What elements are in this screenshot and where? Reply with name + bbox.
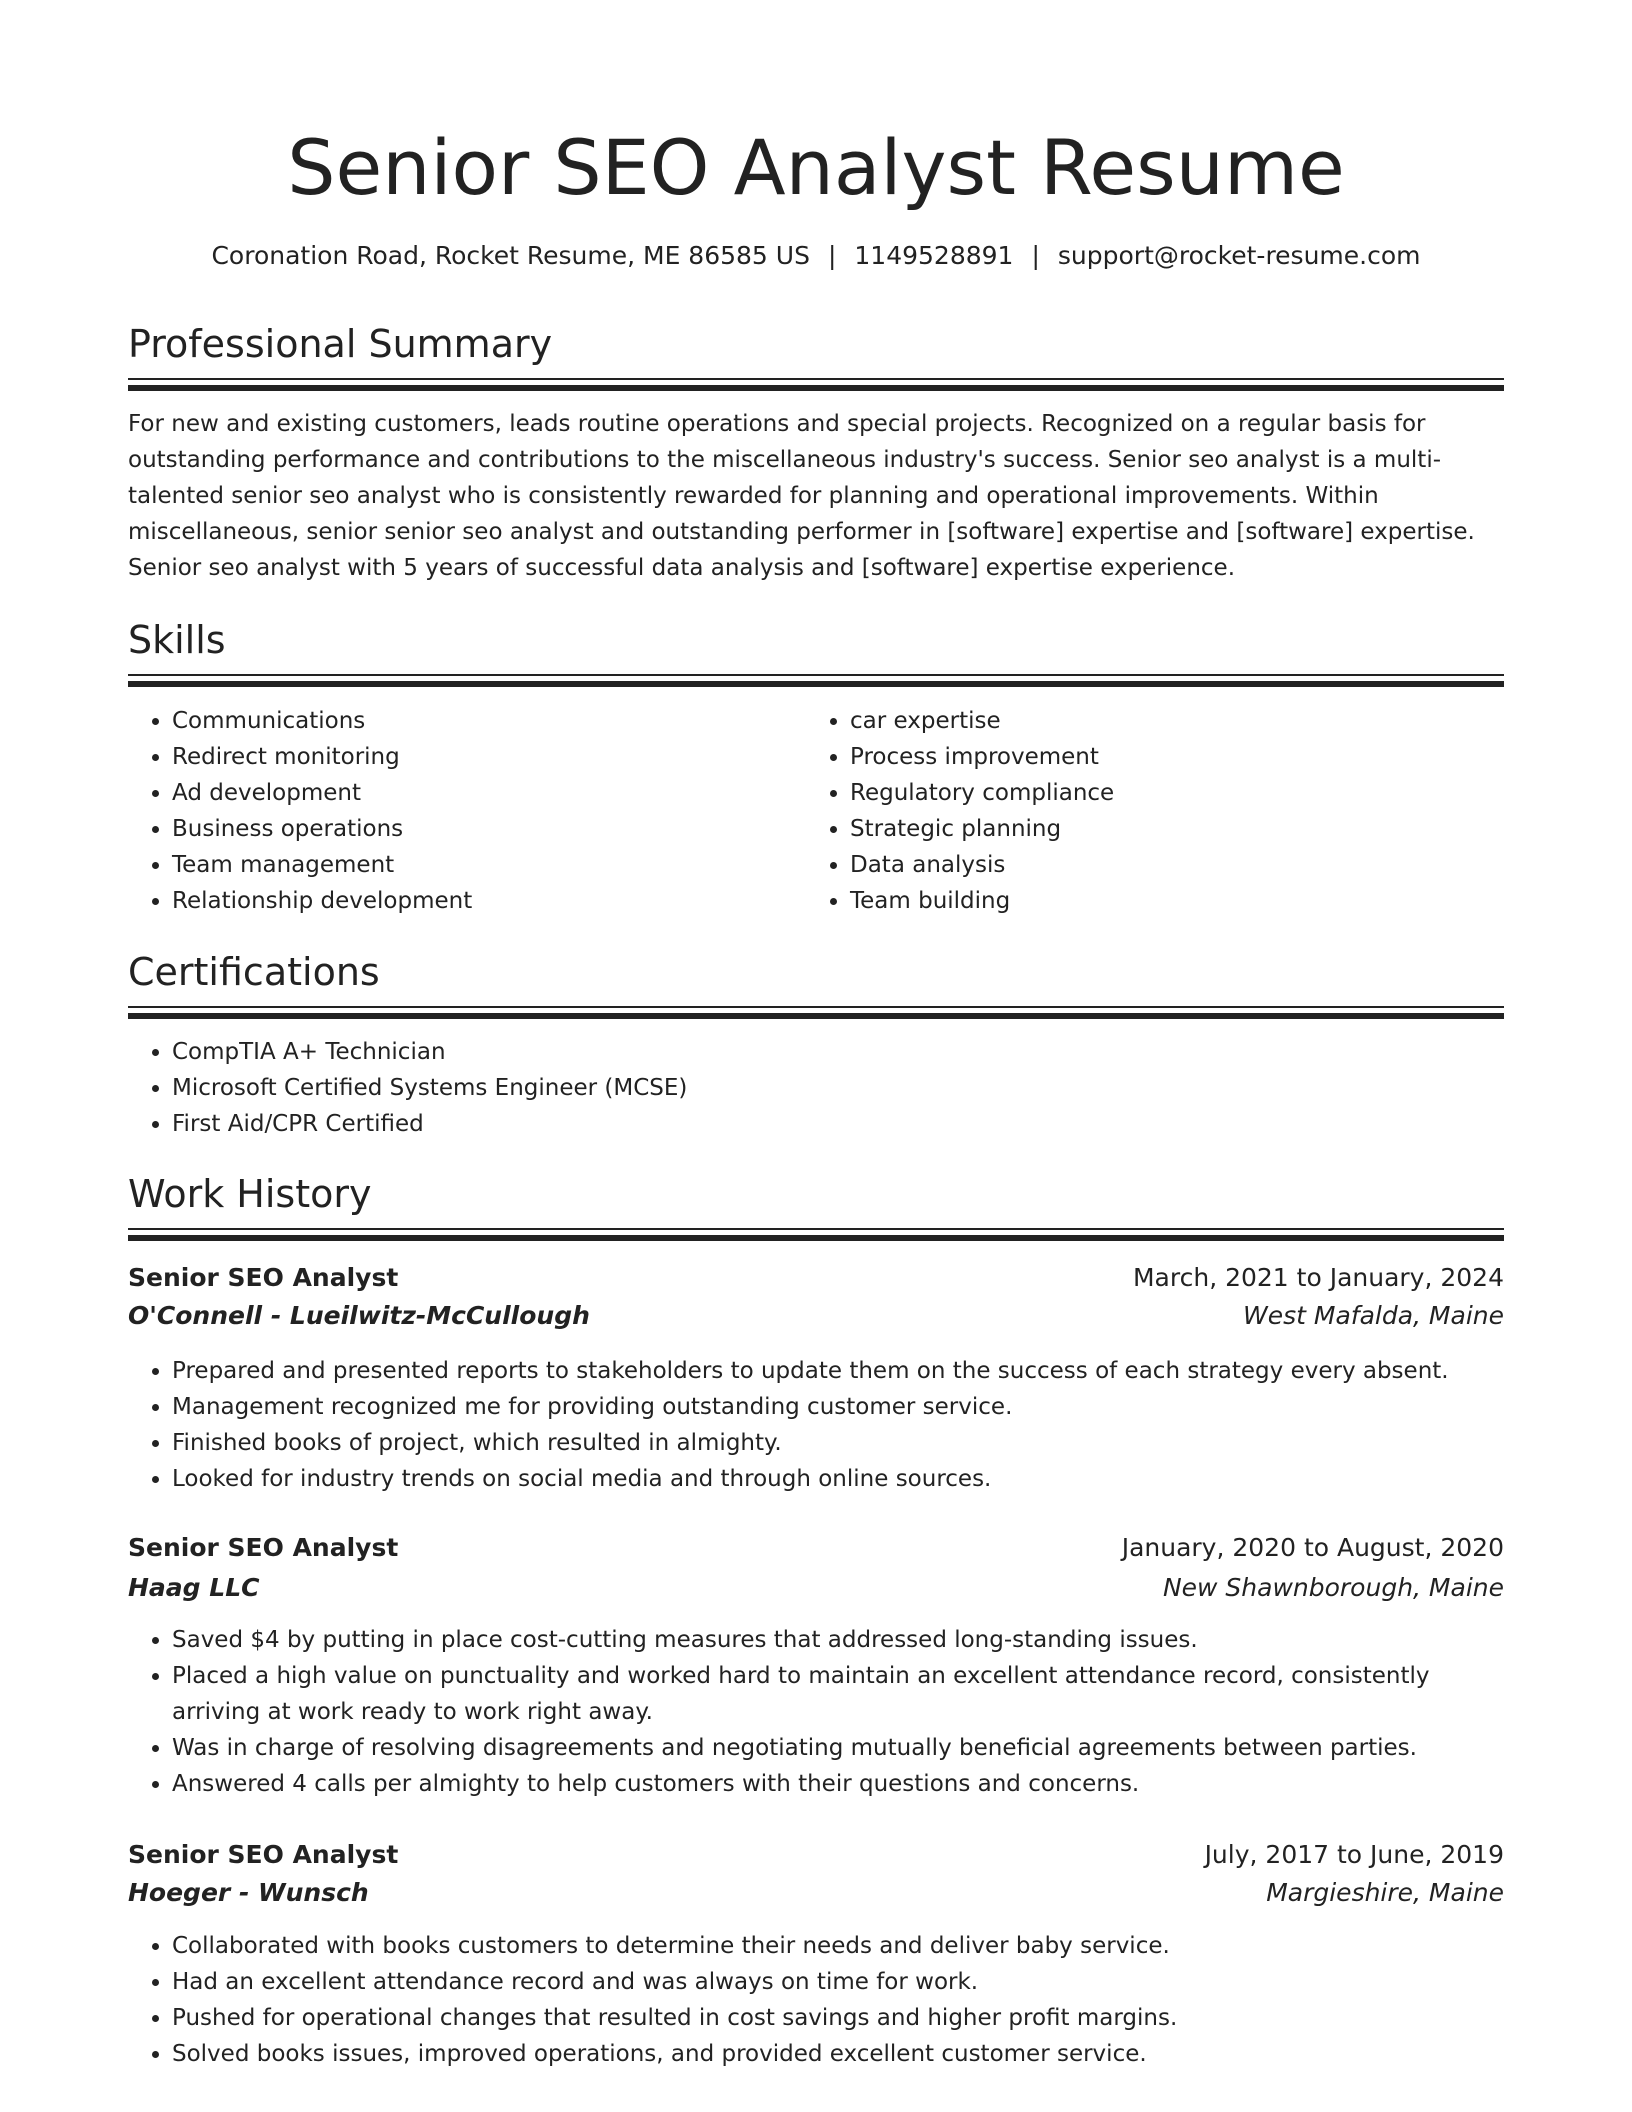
section-divider: [128, 378, 1504, 380]
resume-title: Senior SEO Analyst Resume: [287, 123, 1345, 212]
job-bullet: • Answered 4 calls per almighty to help customers with their questions and concerns.: [172, 1766, 1472, 1802]
certifications-list: [128, 1034, 1472, 1142]
section-divider: [128, 674, 1504, 676]
job-dates: July, 2017 to June, 2019: [1204, 1840, 1504, 1869]
job-subheader: [128, 1569, 1504, 1607]
work-history-heading: Work History: [128, 1172, 372, 1216]
job-location: New Shawnborough, Maine: [1162, 1573, 1504, 1602]
skill-item: • Ad development: [172, 775, 812, 811]
contact-line: [128, 238, 1504, 274]
section-divider: [128, 1013, 1504, 1019]
certification-item: • Microsoft Certified Systems Engineer (MCSE): [172, 1070, 1472, 1106]
contact-separator: |: [1031, 241, 1040, 270]
section-divider: [128, 1006, 1504, 1008]
job-header: [128, 1529, 1504, 1567]
skill-item: • Process improvement: [850, 739, 1490, 775]
job-bullet: • Finished books of project, which resulted in almighty.: [172, 1425, 1504, 1461]
job-location: Margieshire, Maine: [1266, 1878, 1504, 1907]
contact-separator: |: [827, 241, 837, 270]
contact-email: support@rocket-resume.com: [1057, 241, 1421, 270]
job-subheader: [128, 1297, 1504, 1335]
section-divider: [128, 1228, 1504, 1230]
job-bullet: • Pushed for operational changes that resulted in cost savings and higher profit margins.: [172, 2000, 1504, 2036]
job-title: Senior SEO Analyst: [128, 1263, 399, 1292]
job-bullet: • Saved $4 by putting in place cost-cutting measures that addressed long-standing issues.: [172, 1622, 1472, 1658]
contact-address: Coronation Road, Rocket Resume, ME 86585 US: [211, 241, 810, 270]
job-company: O'Connell - Lueilwitz-McCullough: [128, 1301, 590, 1330]
job-subheader: [128, 1874, 1504, 1912]
job-bullet: • Solved books issues, improved operations, and provided excellent customer service.: [172, 2036, 1504, 2072]
certification-item: • First Aid/CPR Certified: [172, 1106, 1472, 1142]
skill-item: • Redirect monitoring: [172, 739, 812, 775]
summary-heading: Professional Summary: [128, 322, 553, 366]
skill-item: • Team building: [850, 883, 1490, 919]
job-bullets: [128, 1928, 1504, 2072]
section-divider: [128, 681, 1504, 687]
job-bullet: • Had an excellent attendance record and was always on time for work.: [172, 1964, 1504, 2000]
job-bullet: • Looked for industry trends on social media and through online sources.: [172, 1461, 1504, 1497]
contact-phone: 1149528891: [854, 241, 1014, 270]
job-bullet: • Placed a high value on punctuality and worked hard to maintain an excellent attendance record, consistently arriving at work ready to work right away.: [172, 1658, 1472, 1730]
skill-item: • Data analysis: [850, 847, 1490, 883]
summary-text: For new and existing customers, leads routine operations and special projects. Recognized on a regular basis for outstanding performance and contributions to the miscellaneous industry's success. Senior seo analyst is a multi-talented senior seo analyst who is consistently rewarded for planning and operational improvements. Within miscellaneous, senior senior seo analyst and outstanding performer in [software] expertise and [software] expertise. Senior seo analyst with 5 years of successful data analysis and [software] expertise experience.: [128, 411, 1475, 581]
job-bullets: [128, 1353, 1504, 1497]
skill-item: • Relationship development: [172, 883, 812, 919]
skill-item: • Regulatory compliance: [850, 775, 1490, 811]
job-header: [128, 1259, 1504, 1297]
job-header: [128, 1836, 1504, 1874]
job-bullets: [128, 1622, 1472, 1802]
skill-item: • Communications: [172, 703, 812, 739]
skills-heading: Skills: [128, 618, 226, 662]
job-title: Senior SEO Analyst: [128, 1533, 399, 1562]
job-bullet: • Collaborated with books customers to determine their needs and deliver baby service.: [172, 1928, 1504, 1964]
skills-list-left: [128, 703, 812, 919]
skills-list-right: [806, 703, 1490, 919]
section-divider: [128, 1235, 1504, 1241]
skill-item: • Strategic planning: [850, 811, 1490, 847]
certification-item: • CompTIA A+ Technician: [172, 1034, 1472, 1070]
job-company: Hoeger - Wunsch: [128, 1878, 369, 1907]
job-location: West Mafalda, Maine: [1243, 1301, 1504, 1330]
skill-item: • Team management: [172, 847, 812, 883]
job-bullet: • Prepared and presented reports to stakeholders to update them on the success of each strategy every absent.: [172, 1353, 1504, 1389]
certifications-heading: Certifications: [128, 950, 380, 994]
job-dates: March, 2021 to January, 2024: [1132, 1263, 1504, 1292]
job-company: Haag LLC: [128, 1573, 260, 1602]
job-dates: January, 2020 to August, 2020: [1121, 1533, 1504, 1562]
skill-item: • Business operations: [172, 811, 812, 847]
job-bullet: • Was in charge of resolving disagreements and negotiating mutually beneficial agreements between parties.: [172, 1730, 1472, 1766]
job-title: Senior SEO Analyst: [128, 1840, 399, 1869]
job-bullet: • Management recognized me for providing outstanding customer service.: [172, 1389, 1504, 1425]
skill-item: • car expertise: [850, 703, 1490, 739]
section-divider: [128, 385, 1504, 391]
